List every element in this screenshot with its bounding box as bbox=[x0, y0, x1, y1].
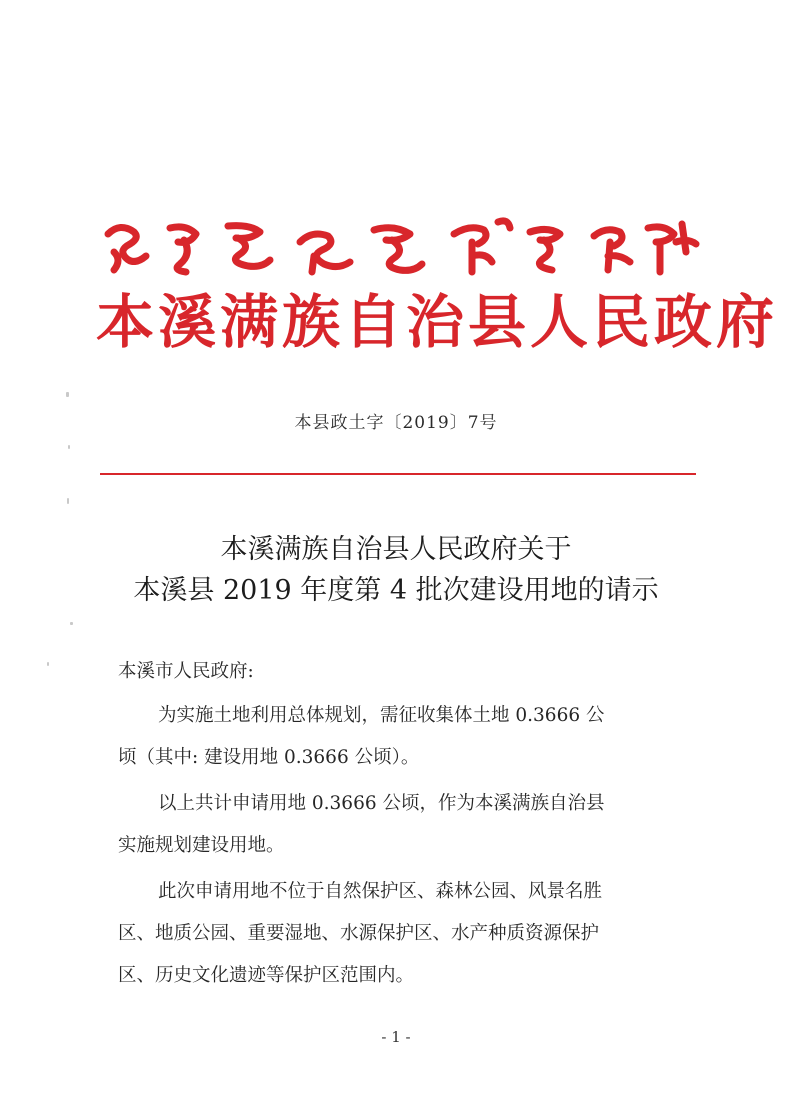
scan-speck bbox=[70, 622, 73, 625]
paragraph-1-line-2: 顷（其中: 建设用地 0.3666 公顷）。 bbox=[118, 747, 420, 768]
scan-speck bbox=[47, 662, 49, 666]
issuing-authority-title: 本溪满族自治县人民政府 bbox=[96, 288, 779, 356]
scan-speck bbox=[67, 498, 69, 504]
scan-speck bbox=[66, 392, 69, 397]
scan-speck bbox=[68, 445, 70, 449]
manchu-script-heading bbox=[100, 212, 700, 282]
document-title-line-1: 本溪满族自治县人民政府关于 bbox=[220, 534, 572, 565]
paragraph-2-line-1: 以上共计申请用地 0.3666 公顷，作为本溪满族自治县 bbox=[158, 793, 605, 814]
manchu-script-icon bbox=[100, 212, 700, 282]
addressee: 本溪市人民政府: bbox=[118, 661, 254, 682]
paragraph-3-line-2: 区、地质公园、重要湿地、水源保护区、水产种质资源保护 bbox=[118, 923, 600, 944]
page-number: - 1 - bbox=[381, 1028, 411, 1046]
paragraph-3-line-3: 区、历史文化遗迹等保护区范围内。 bbox=[118, 965, 415, 986]
paragraph-2-line-2: 实施规划建设用地。 bbox=[118, 835, 285, 856]
document-number: 本县政土字〔2019〕7号 bbox=[294, 413, 498, 433]
paragraph-3-line-1: 此次申请用地不位于自然保护区、森林公园、风景名胜 bbox=[158, 881, 603, 902]
red-divider-line bbox=[100, 473, 696, 475]
paragraph-1-line-1: 为实施土地利用总体规划，需征收集体土地 0.3666 公 bbox=[158, 705, 605, 726]
document-title-line-2: 本溪县 2019 年度第 4 批次建设用地的请示 bbox=[133, 575, 659, 606]
